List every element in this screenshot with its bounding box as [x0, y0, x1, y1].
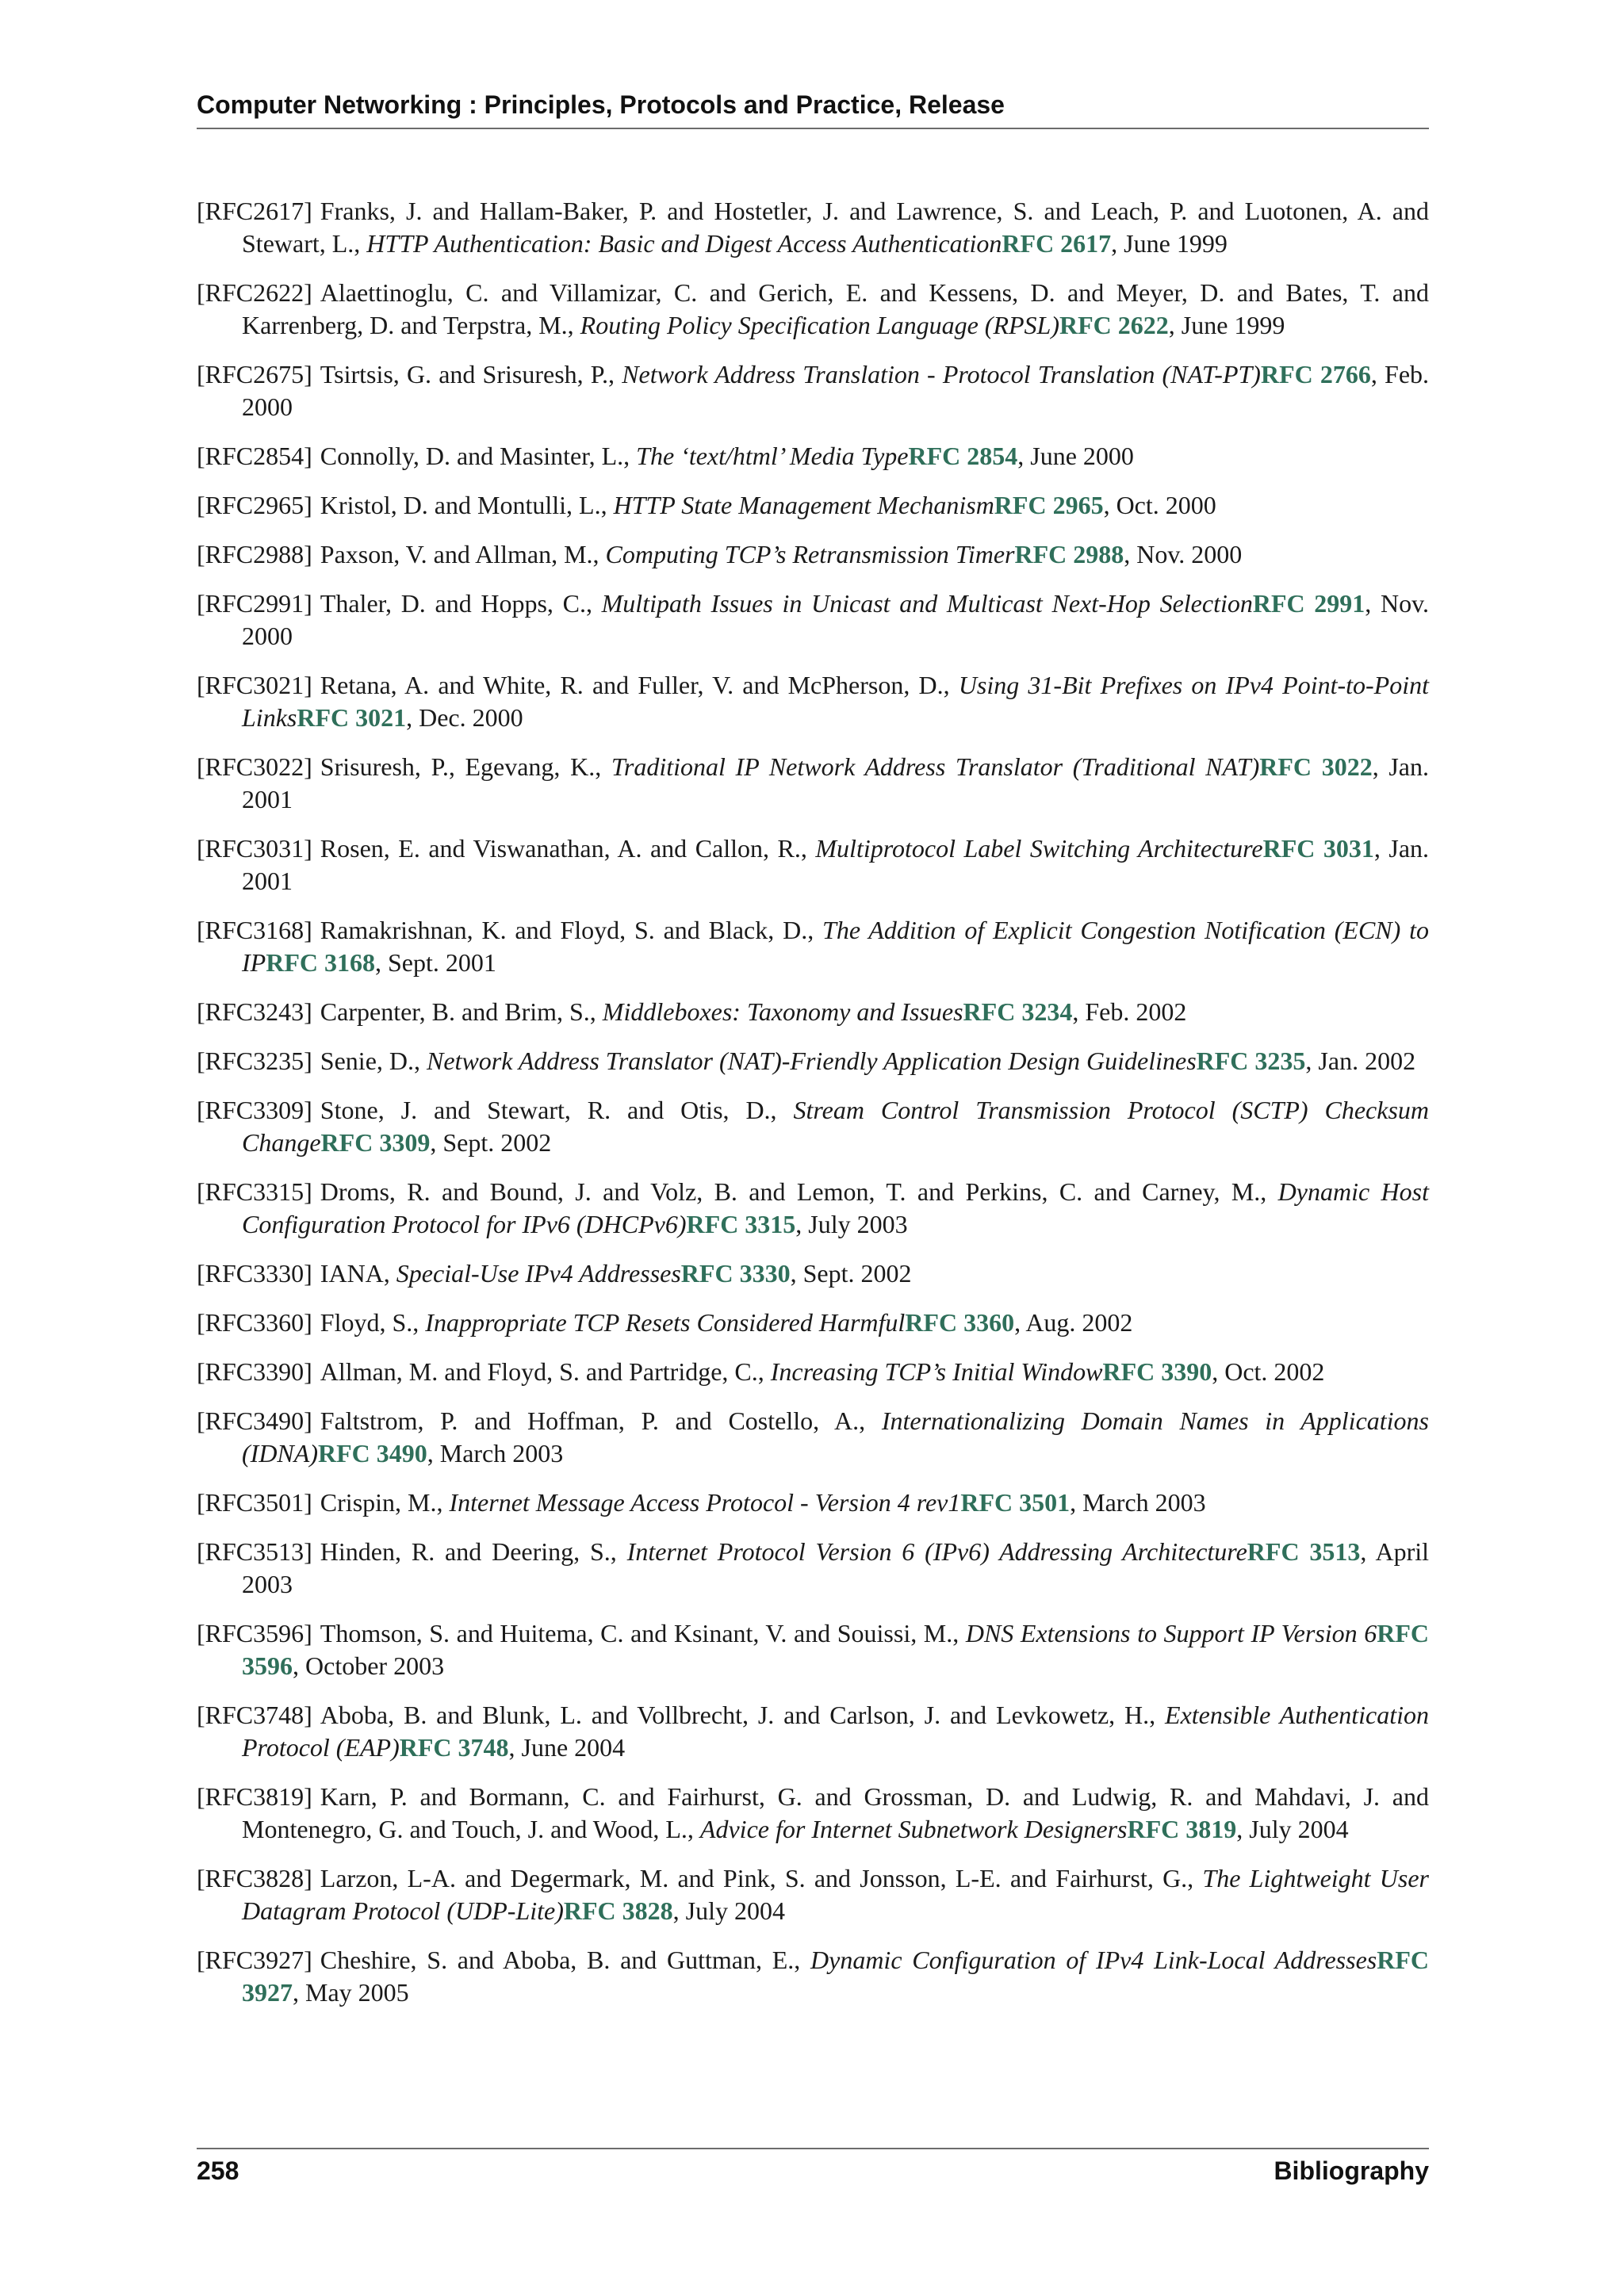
reference-authors: Droms, R. and Bound, J. and Volz, B. and Lemon, T. and Perkins, C. and Carney, M.,	[320, 1177, 1278, 1206]
reference-authors: Thomson, S. and Huitema, C. and Ksinant, V. and Souissi, M.,	[320, 1619, 966, 1647]
reference-date: , Nov. 2000	[242, 589, 1430, 650]
reference-key: [RFC3330]	[197, 1259, 312, 1288]
reference-authors: Paxson, V. and Allman, M.,	[320, 540, 606, 568]
rfc-link[interactable]: RFC 2991	[1252, 589, 1365, 618]
reference-title: Multipath Issues in Unicast and Multicast Next-Hop Selection	[601, 589, 1253, 618]
reference-date: , June 2000	[1017, 442, 1134, 470]
rfc-link[interactable]: RFC 3828	[563, 1896, 673, 1925]
reference-key: [RFC3501]	[197, 1488, 312, 1517]
footer-divider	[197, 2148, 1429, 2149]
reference-title: Using 31-Bit Prefixes on IPv4 Point-to-Point Links	[242, 671, 1430, 732]
rfc-link[interactable]: RFC 3819	[1127, 1815, 1237, 1843]
reference-date: , Dec. 2000	[406, 703, 523, 732]
reference-title: Extensible Authentication Protocol (EAP)	[242, 1701, 1430, 1762]
rfc-link[interactable]: RFC 3360	[905, 1308, 1015, 1337]
reference-entry	[197, 358, 1429, 423]
reference-key: [RFC3021]	[197, 671, 312, 699]
reference-date: , April 2003	[242, 1537, 1430, 1598]
reference-key: [RFC2991]	[197, 589, 312, 618]
reference-title: Network Address Translation - Protocol Translation (NAT-PT)	[622, 360, 1261, 388]
reference-date: , Feb. 2000	[242, 360, 1430, 421]
reference-entry	[197, 1307, 1429, 1339]
reference-title: The Addition of Explicit Congestion Notification (ECN) to IP	[242, 916, 1430, 977]
reference-title: Internationalizing Domain Names in Applications (IDNA)	[242, 1406, 1430, 1468]
reference-entry	[197, 1257, 1429, 1290]
reference-key: [RFC2617]	[197, 197, 312, 225]
reference-key: [RFC2622]	[197, 278, 312, 307]
reference-date: , Sept. 2002	[430, 1128, 552, 1157]
reference-authors: Thaler, D. and Hopps, C.,	[320, 589, 602, 618]
reference-date: , Aug. 2002	[1014, 1308, 1133, 1337]
reference-entry	[197, 1862, 1429, 1927]
reference-entry	[197, 1617, 1429, 1682]
reference-authors: Srisuresh, P., Egevang, K.,	[320, 752, 611, 781]
reference-date: , July 2004	[672, 1896, 785, 1925]
reference-date: , March 2003	[1070, 1488, 1206, 1517]
reference-authors: Aboba, B. and Blunk, L. and Vollbrecht, J. and Carlson, J. and Levkowetz, H.,	[320, 1701, 1166, 1729]
reference-title: Increasing TCP’s Initial Window	[770, 1357, 1103, 1386]
reference-entry	[197, 1699, 1429, 1764]
reference-key: [RFC3031]	[197, 834, 312, 863]
reference-authors: Larzon, L-A. and Degermark, M. and Pink, S. and Jonsson, L-E. and Fairhurst, G.,	[320, 1864, 1203, 1892]
rfc-link[interactable]: RFC 3235	[1196, 1047, 1306, 1075]
header-divider	[197, 128, 1429, 129]
reference-date: , Sept. 2002	[790, 1259, 912, 1288]
reference-title: The Lightweight User Datagram Protocol (UDP-Lite)	[242, 1864, 1430, 1925]
reference-authors: Senie, D.,	[320, 1047, 427, 1075]
rfc-link[interactable]: RFC 3031	[1262, 834, 1374, 863]
reference-entry	[197, 195, 1429, 260]
rfc-link[interactable]: RFC 3513	[1247, 1537, 1361, 1566]
reference-authors: Connolly, D. and Masinter, L.,	[320, 442, 637, 470]
reference-key: [RFC3819]	[197, 1782, 312, 1811]
reference-authors: Ramakrishnan, K. and Floyd, S. and Black, D.,	[320, 916, 823, 944]
reference-title: Traditional IP Network Address Translator (Traditional NAT)	[611, 752, 1260, 781]
reference-key: [RFC3927]	[197, 1946, 312, 1974]
reference-authors: Stone, J. and Stewart, R. and Otis, D.,	[320, 1096, 794, 1124]
rfc-link[interactable]: RFC 3022	[1259, 752, 1373, 781]
rfc-link[interactable]: RFC 3501	[960, 1488, 1071, 1517]
reference-date: , October 2003	[293, 1651, 445, 1680]
reference-date: , July 2004	[1236, 1815, 1349, 1843]
reference-authors: Crispin, M.,	[320, 1488, 450, 1517]
reference-date: , Nov. 2000	[1124, 540, 1243, 568]
reference-authors: IANA,	[320, 1259, 396, 1288]
rfc-link[interactable]: RFC 2854	[908, 442, 1018, 470]
reference-date: , Feb. 2002	[1072, 997, 1187, 1026]
reference-entry	[197, 1094, 1429, 1159]
reference-authors: Alaettinoglu, C. and Villamizar, C. and Gerich, E. and Kessens, D. and Meyer, D. and Bates, T. and Karrenberg, D. and Terpstra, M.,	[242, 278, 1429, 339]
rfc-link[interactable]: RFC 3596	[242, 1619, 1430, 1680]
reference-authors: Karn, P. and Bormann, C. and Fairhurst, G. and Grossman, D. and Ludwig, R. and Mahdavi, J. and Montenegro, G. and Touch, J. and Wood, L.,	[242, 1782, 1429, 1843]
rfc-link[interactable]: RFC 3490	[317, 1439, 427, 1468]
reference-entry	[197, 1045, 1429, 1077]
rfc-link[interactable]: RFC 2988	[1014, 540, 1124, 568]
reference-date: , June 1999	[1111, 229, 1228, 258]
reference-key: [RFC2854]	[197, 442, 312, 470]
reference-title: Advice for Internet Subnetwork Designers	[699, 1815, 1128, 1843]
reference-key: [RFC3596]	[197, 1619, 312, 1647]
reference-date: , Jan. 2002	[1305, 1047, 1416, 1075]
reference-authors: Carpenter, B. and Brim, S.,	[320, 997, 603, 1026]
reference-date: , Sept. 2001	[374, 948, 496, 977]
reference-key: [RFC2988]	[197, 540, 312, 568]
reference-title: DNS Extensions to Support IP Version 6	[965, 1619, 1377, 1647]
reference-entry	[197, 277, 1429, 342]
reference-authors: Allman, M. and Floyd, S. and Partridge, C.,	[320, 1357, 771, 1386]
section-name: Bibliography	[1274, 2156, 1429, 2185]
reference-authors: Hinden, R. and Deering, S.,	[320, 1537, 627, 1566]
rfc-link[interactable]: RFC 3021	[297, 703, 407, 732]
reference-date: , Oct. 2000	[1103, 491, 1216, 519]
reference-authors: Faltstrom, P. and Hoffman, P. and Costello, A.,	[320, 1406, 882, 1435]
reference-authors: Tsirtsis, G. and Srisuresh, P.,	[320, 360, 622, 388]
reference-entry	[197, 1176, 1429, 1241]
reference-title: Routing Policy Specification Language (RPSL)	[580, 311, 1059, 339]
reference-authors: Floyd, S.,	[320, 1308, 426, 1337]
rfc-link[interactable]: RFC 3748	[399, 1733, 509, 1762]
reference-entry	[197, 1405, 1429, 1470]
reference-title: Inappropriate TCP Resets Considered Harmful	[425, 1308, 906, 1337]
reference-title: HTTP State Management Mechanism	[613, 491, 994, 519]
reference-entry	[197, 440, 1429, 473]
rfc-link[interactable]: RFC 2617	[1002, 229, 1112, 258]
reference-entry	[197, 1944, 1429, 2009]
reference-date: , May 2005	[293, 1978, 409, 2007]
reference-entry	[197, 751, 1429, 816]
reference-authors: Retana, A. and White, R. and Fuller, V. and McPherson, D.,	[320, 671, 959, 699]
reference-key: [RFC3390]	[197, 1357, 312, 1386]
reference-key: [RFC2965]	[197, 491, 312, 519]
reference-date: , June 1999	[1168, 311, 1285, 339]
reference-key: [RFC2675]	[197, 360, 312, 388]
reference-title: Stream Control Transmission Protocol (SCTP) Checksum Change	[242, 1096, 1430, 1157]
reference-date: , Jan. 2001	[242, 752, 1429, 813]
reference-key: [RFC3360]	[197, 1308, 312, 1337]
reference-title: Internet Protocol Version 6 (IPv6) Addressing Architecture	[626, 1537, 1247, 1566]
reference-title: Middleboxes: Taxonomy and Issues	[602, 997, 963, 1026]
reference-entry	[197, 1536, 1429, 1601]
rfc-link[interactable]: RFC 3927	[242, 1946, 1430, 2007]
reference-title: Dynamic Configuration of IPv4 Link-Local Addresses	[810, 1946, 1377, 1974]
reference-key: [RFC3168]	[197, 916, 312, 944]
reference-entry	[197, 538, 1429, 571]
page-number: 258	[197, 2156, 239, 2185]
rfc-link[interactable]: RFC 3315	[686, 1210, 796, 1238]
reference-key: [RFC3309]	[197, 1096, 312, 1124]
reference-date: , July 2003	[795, 1210, 908, 1238]
reference-entry	[197, 1487, 1429, 1519]
reference-title: Special-Use IPv4 Addresses	[396, 1259, 681, 1288]
reference-key: [RFC3828]	[197, 1864, 312, 1892]
rfc-link[interactable]: RFC 3234	[963, 997, 1073, 1026]
running-footer	[197, 2156, 1429, 2191]
rfc-link[interactable]: RFC 3309	[320, 1128, 431, 1157]
reference-key: [RFC3315]	[197, 1177, 312, 1206]
reference-date: , Oct. 2002	[1212, 1357, 1325, 1386]
bibliography-list	[197, 195, 1429, 2026]
reference-authors: Kristol, D. and Montulli, L.,	[320, 491, 614, 519]
rfc-link[interactable]: RFC 2965	[994, 491, 1104, 519]
reference-date: , March 2003	[427, 1439, 564, 1468]
rfc-link[interactable]: RFC 2766	[1260, 360, 1371, 388]
reference-key: [RFC3748]	[197, 1701, 312, 1729]
reference-entry	[197, 996, 1429, 1028]
reference-authors: Cheshire, S. and Aboba, B. and Guttman, E.,	[320, 1946, 810, 1974]
running-header: Computer Networking : Principles, Protocols and Practice, Release	[197, 90, 1005, 119]
reference-entry	[197, 1781, 1429, 1846]
reference-title: Computing TCP’s Retransmission Timer	[605, 540, 1015, 568]
reference-title: HTTP Authentication: Basic and Digest Access Authentication	[366, 229, 1002, 258]
reference-date: , Jan. 2001	[242, 834, 1430, 895]
reference-date: , June 2004	[508, 1733, 626, 1762]
reference-entry	[197, 489, 1429, 522]
reference-title: The ‘text/html’ Media Type	[636, 442, 909, 470]
reference-key: [RFC3490]	[197, 1406, 312, 1435]
reference-entry	[197, 587, 1429, 652]
reference-entry	[197, 914, 1429, 979]
reference-key: [RFC3513]	[197, 1537, 312, 1566]
reference-entry	[197, 1356, 1429, 1388]
reference-key: [RFC3022]	[197, 752, 312, 781]
rfc-link[interactable]: RFC 2622	[1059, 311, 1169, 339]
reference-key: [RFC3243]	[197, 997, 312, 1026]
rfc-link[interactable]: RFC 3390	[1102, 1357, 1212, 1386]
reference-key: [RFC3235]	[197, 1047, 312, 1075]
reference-title: Dynamic Host Configuration Protocol for IPv6 (DHCPv6)	[242, 1177, 1430, 1238]
reference-authors: Franks, J. and Hallam-Baker, P. and Hostetler, J. and Lawrence, S. and Leach, P. and Luotonen, A. and Stewart, L.,	[242, 197, 1429, 258]
reference-title: Multiprotocol Label Switching Architecture	[815, 834, 1263, 863]
reference-title: Network Address Translator (NAT)-Friendly Application Design Guidelines	[427, 1047, 1197, 1075]
reference-title: Internet Message Access Protocol - Version 4 rev1	[449, 1488, 961, 1517]
reference-entry	[197, 832, 1429, 897]
rfc-link[interactable]: RFC 3330	[680, 1259, 791, 1288]
reference-authors: Rosen, E. and Viswanathan, A. and Callon, R.,	[320, 834, 816, 863]
reference-entry	[197, 669, 1429, 734]
rfc-link[interactable]: RFC 3168	[266, 948, 375, 977]
